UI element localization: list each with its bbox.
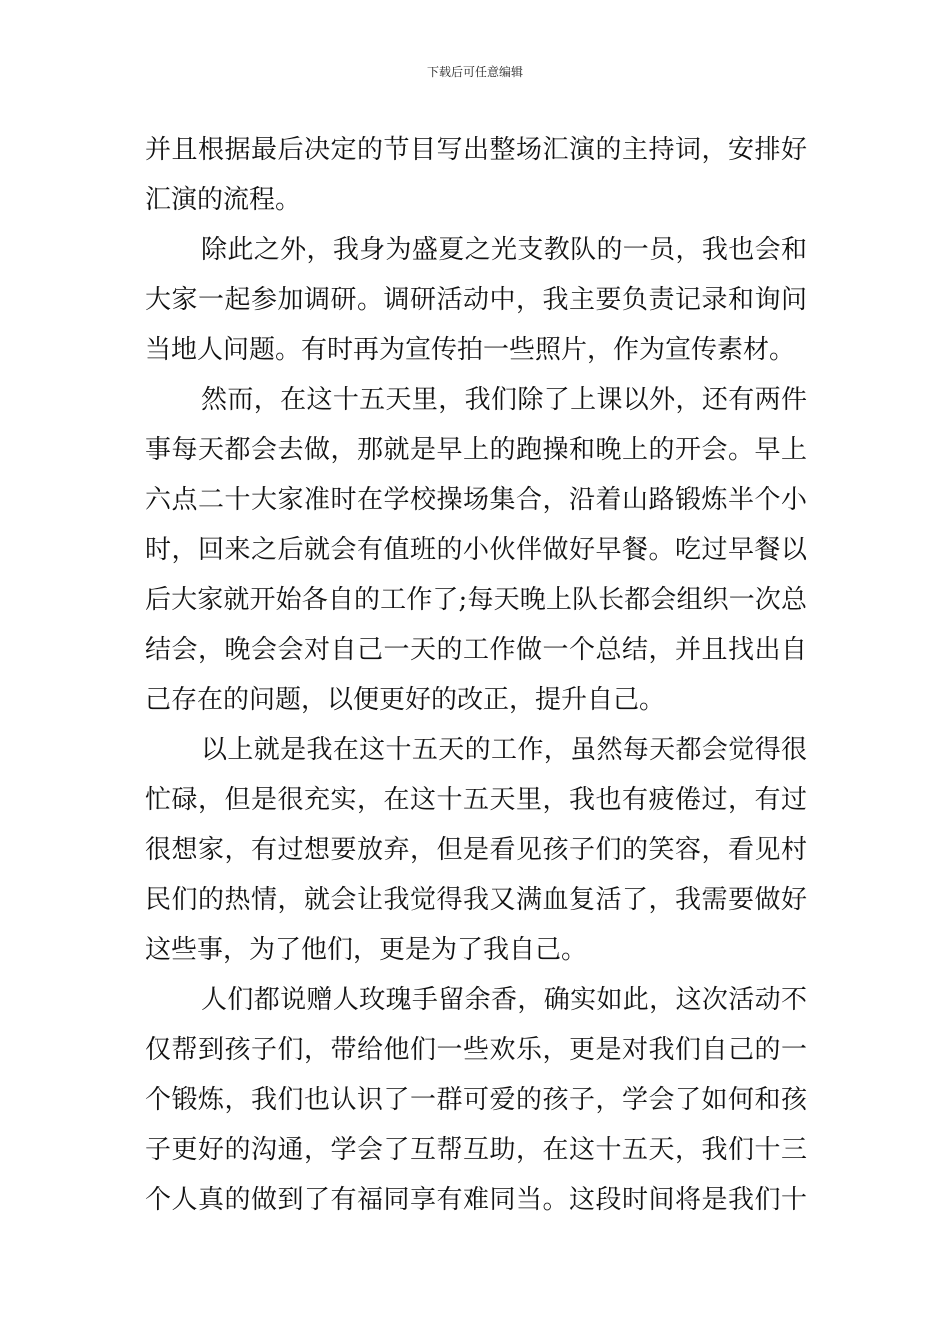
text-line: 以上就是我在这十五天的工作，虽然每天都会觉得很 (201, 735, 807, 765)
document-body (145, 125, 807, 1225)
text-line: 然而，在这十五天里，我们除了上课以外，还有两件 (201, 385, 807, 415)
text-line: 个人真的做到了有福同享有难同当。这段时间将是我们十 (145, 1185, 807, 1215)
text-line: 忙碌，但是很充实，在这十五天里，我也有疲倦过，有过 (145, 785, 807, 815)
page-header: 下载后可任意编辑 (426, 65, 523, 79)
text-line: 很想家，有过想要放弃，但是看见孩子们的笑容，看见村 (145, 835, 807, 865)
text-line: 时，回来之后就会有值班的小伙伴做好早餐。吃过早餐以 (145, 535, 807, 565)
text-line: 六点二十大家准时在学校操场集合，沿着山路锻炼半个小 (145, 485, 807, 515)
text-line: 后大家就开始各自的工作了;每天晚上队长都会组织一次总 (145, 585, 807, 615)
text-line: 仅帮到孩子们，带给他们一些欢乐，更是对我们自己的一 (145, 1035, 807, 1065)
text-line: 民们的热情，就会让我觉得我又满血复活了，我需要做好 (145, 885, 807, 915)
text-line: 人们都说赠人玫瑰手留余香，确实如此，这次活动不 (201, 985, 807, 1015)
text-line: 当地人问题。有时再为宣传拍一些照片，作为宣传素材。 (145, 335, 796, 365)
text-line: 这些事，为了他们，更是为了我自己。 (145, 935, 588, 965)
text-line: 己存在的问题，以便更好的改正，提升自己。 (145, 685, 666, 715)
text-line: 汇演的流程。 (145, 185, 302, 215)
text-line: 大家一起参加调研。调研活动中，我主要负责记录和询问 (145, 285, 807, 315)
text-line: 除此之外，我身为盛夏之光支教队的一员，我也会和 (201, 235, 807, 265)
text-line: 个锻炼，我们也认识了一群可爱的孩子，学会了如何和孩 (145, 1085, 807, 1115)
text-line: 事每天都会去做，那就是早上的跑操和晚上的开会。早上 (145, 435, 807, 465)
text-line: 结会，晚会会对自己一天的工作做一个总结，并且找出自 (145, 635, 807, 665)
text-line: 子更好的沟通，学会了互帮互助，在这十五天，我们十三 (145, 1135, 807, 1165)
text-line: 并且根据最后决定的节目写出整场汇演的主持词，安排好 (145, 135, 807, 165)
